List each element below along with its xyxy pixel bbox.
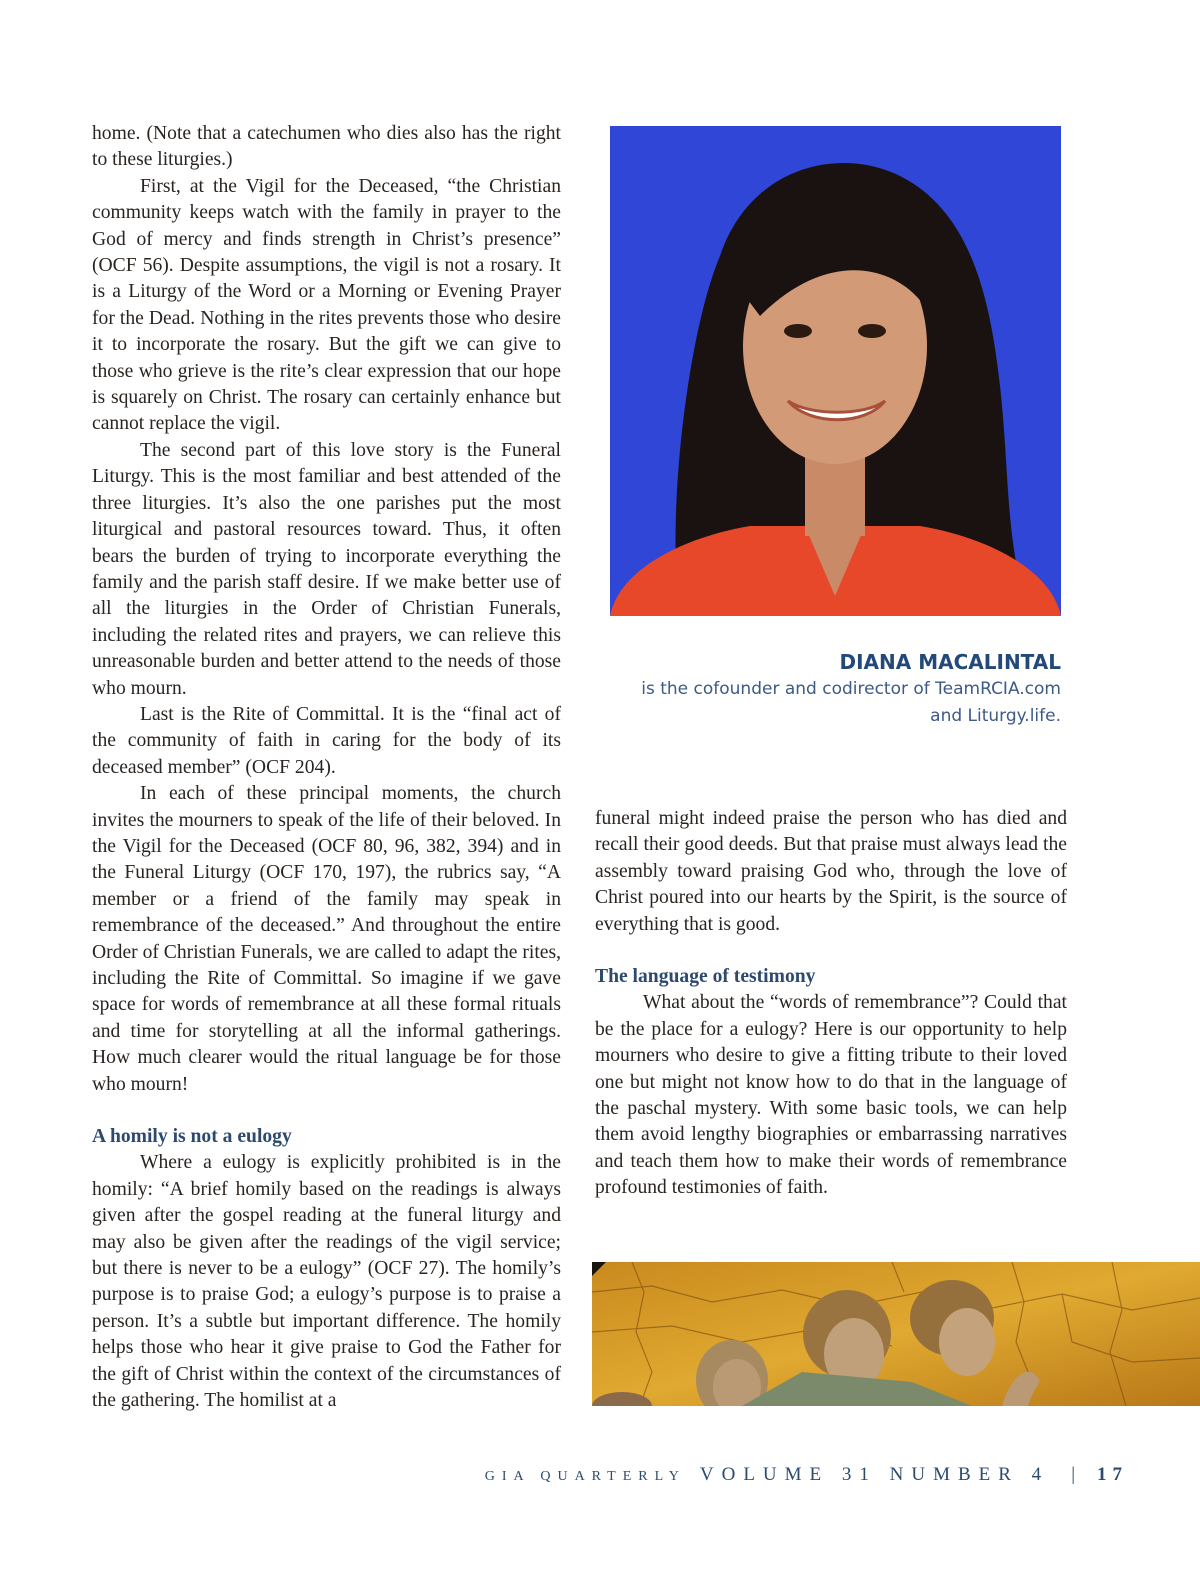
section-heading: A homily is not a eulogy: [92, 1126, 292, 1148]
painting-illustration: [592, 1262, 1200, 1406]
left-text-column: [92, 121, 561, 1415]
author-bio-line: is the cofounder and codirector of TeamRCIA.com: [641, 679, 1061, 699]
right-text-column: [595, 806, 1067, 1202]
footer-separator: |: [1071, 1464, 1075, 1485]
paragraph: funeral might indeed praise the person who has died and recall their good deeds. But that praise must always lead the assembly toward praising God who, through the love of Christ poured into our hearts by the Spirit, is the source of everything that is good.: [595, 808, 1067, 935]
page-number: 17: [1097, 1464, 1128, 1485]
paragraph: In each of these principal moments, the church invites the mourners to speak of the life of their beloved. In the Vigil for the Deceased (OCF 80, 96, 382, 394) and in the Funeral Liturgy (OCF 170, 197), the rubrics say, “A member or a friend of the family may speak in remembrance of the deceased.” And throughout the entire Order of Christian Funerals, we are called to adapt the rites, including the Rite of Committal. So imagine if we gave space for words of remembrance at all these formal rituals and time for storytelling at all the informal gatherings. How much clearer would the ritual language be for those who mourn!: [92, 783, 561, 1095]
author-photo: [610, 126, 1061, 616]
author-bio-line: and Liturgy.life.: [930, 706, 1061, 726]
author-name: DIANA MACALINTAL: [839, 650, 1061, 674]
paragraph: home. (Note that a catechumen who dies also has the right to these liturgies.): [92, 123, 561, 171]
magazine-name: GIA QUARTERLY: [484, 1469, 686, 1484]
paragraph: The second part of this love story is the Funeral Liturgy. This is the most familiar and best attended of the three liturgies. It’s also the one parishes put the most liturgical and pastoral resources toward. Thus, it often bears the burden of trying to incorporate everything the family and the parish staff desire. If we make better use of all the liturgies in the Order of Christian Funerals, including the related rites and prayers, we can relieve this unreasonable burden and better attend to the needs of those who mourn.: [92, 439, 561, 699]
paragraph: First, at the Vigil for the Deceased, “the Christian community keeps watch with the family in prayer to the God of mercy and finds strength in Christ’s presence” (OCF 56). Despite assumptions, the vigil is not a rosary. It is a Liturgy of the Word or a Morning or Evening Prayer for the Dead. Nothing in the rites prevents those who desire it to incorporate the rosary. But the gift we can give to those who grieve is the rite’s clear expression that our hope is squarely on Christ. The rosary can certainly enhance but cannot replace the vigil.: [92, 175, 561, 435]
page-footer: [485, 1464, 1128, 1486]
paragraph: Where a eulogy is explicitly prohibited is in the homily: “A brief homily based on the readings is always given after the gospel reading at the funeral liturgy and may also be given after the readings of the vigil service; but there is never to be a eulogy” (OCF 27). The homily’s purpose is to praise God; a eulogy’s purpose is to praise a person. It’s a subtle but important difference. The homily helps those who hear it give praise to God the Father for the gift of Christ within the context of the circumstances of the gathering. The homilist at a: [92, 1152, 561, 1412]
painting-image: [592, 1262, 1200, 1406]
portrait-illustration: [610, 126, 1061, 616]
paragraph: Last is the Rite of Committal. It is the “final act of the community of faith in caring for the body of its deceased member” (OCF 204).: [92, 703, 561, 778]
issue-volume: VOLUME 31 NUMBER 4: [699, 1464, 1050, 1485]
author-bio: [591, 648, 1061, 730]
section-heading: The language of testimony: [595, 966, 816, 988]
paragraph: What about the “words of remembrance”? Could that be the place for a eulogy? Here is our opportunity to help mourners who desire to give a fitting tribute to their loved one but might not know how to do that in the language of the paschal mystery. With some basic tools, we can help them avoid lengthy biographies or embarrassing narratives and teach them how to make their words of remembrance profound testimonies of faith.: [595, 992, 1067, 1199]
